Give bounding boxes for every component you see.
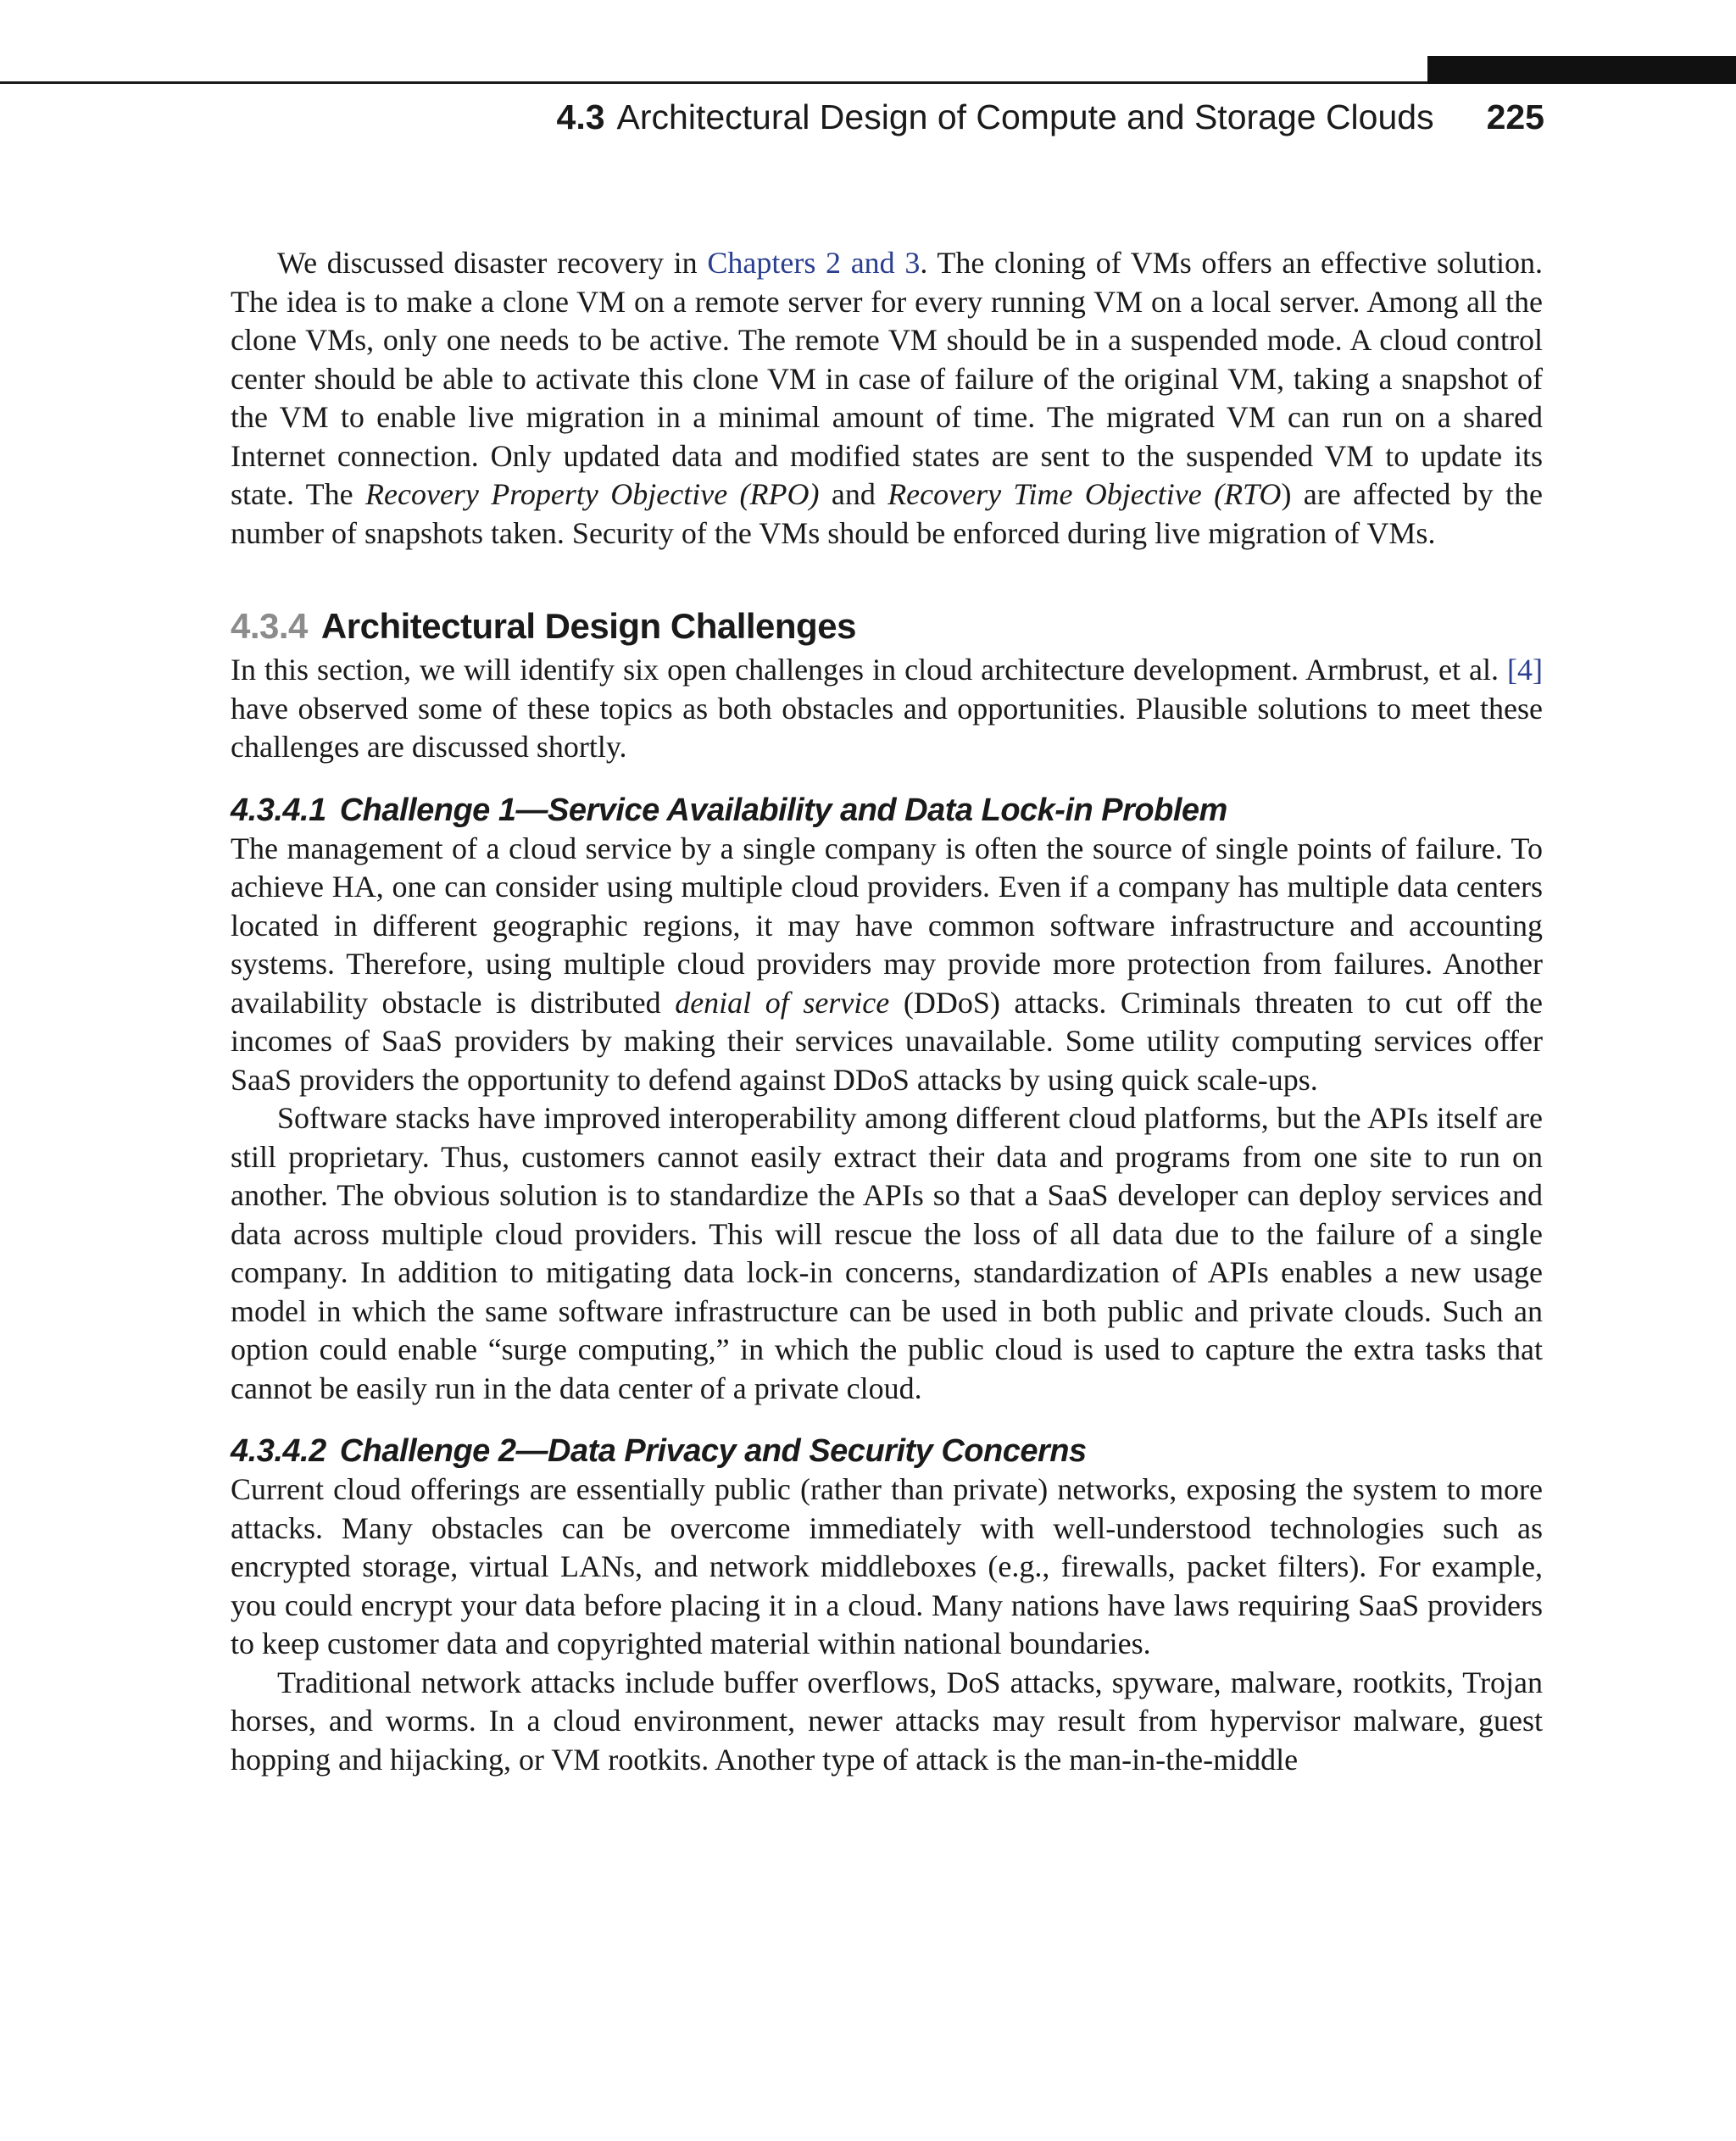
- challenge2-number: 4.3.4.2: [231, 1433, 326, 1469]
- challenge1-title: Challenge 1—Service Availability and Data Lock-in Problem: [339, 792, 1227, 828]
- running-header: [557, 92, 1544, 142]
- challenge2-paragraph-1: Current cloud offerings are essentially public (rather than private) networks, exposing the system to more attacks. Many obstacles can be overcome immediately with well-understood technologies such as encrypted storage, virtual LANs, and network middleboxes (e.g., firewalls, packet filters). For example, you could encrypt your data before placing it in a cloud. Many nations have laws requiring SaaS providers to keep customer data and copyrighted material within national boundaries.: [231, 1472, 1543, 1660]
- challenge2-paragraph-2: Traditional network attacks include buffer overflows, DoS attacks, spyware, malware, rootkits, Trojan horses, and worms. In a cloud environment, newer attacks may result from hypervisor malware, guest hopping and hijacking, or VM rootkits. Another type of attack is the man-in-the-middle: [231, 1665, 1543, 1777]
- reference-link[interactable]: [4]: [1507, 653, 1543, 687]
- section-paragraph: [231, 651, 1543, 767]
- dos-term: denial of service: [675, 985, 890, 1020]
- challenge1-paragraph-2: Software stacks have improved interoperability among different cloud platforms, but the APIs itself are still proprietary. Thus, customers cannot easily extract their data and programs from one site to run on another. The obvious solution is to standardize the APIs so that a SaaS developer can deploy services and data across multiple cloud providers. This will rescue the loss of all data due to the failure of a single company. In addition to mitigating data lock-in concerns, standardization of APIs enables a new usage model in which the same software infrastructure can be used in both public and private clouds. Such an option could enable “surge computing,” in which the public cloud is used to capture the extra tasks that cannot be easily run in the data center of a private cloud.: [231, 1101, 1543, 1405]
- header-section-number: 4.3: [556, 97, 605, 136]
- text-run: . The cloning of VMs offers an effective solution. The idea is to make a clone VM on a remote server for every running VM on a local server. Among all the clone VMs, only one needs to be active. The remote VM should be in a suspended mode. A cloud control center should be able to activate this clone VM in case of failure of the original VM, taking a snapshot of the VM to enable live migration in a minimal amount of time. The migrated VM can run on a shared Internet connection. Only updated data and modified states are sent to the suspended VM to update its state. The: [231, 246, 1544, 511]
- section-heading: [231, 605, 1543, 648]
- page-edge-tab: [1427, 56, 1736, 84]
- challenge1-number: 4.3.4.1: [231, 792, 326, 828]
- text-run: have observed some of these topics as both obstacles and opportunities. Plausible solutions to meet these challenges are discussed shortly.: [231, 691, 1543, 764]
- challenge1-heading: [231, 791, 1543, 830]
- header-section-title: Architectural Design of Compute and Storage Clouds: [616, 97, 1434, 136]
- section-title: Architectural Design Challenges: [320, 606, 856, 646]
- text-run: ) are affected by the number of snapshots taken. Security of the VMs should be enforced during live migration of VMs.: [231, 477, 1544, 550]
- section-number: 4.3.4: [231, 606, 308, 646]
- text-run: The management of a cloud service by a single company is often the source of single points of failure. To achieve HA, one can consider using multiple cloud providers. Even if a company has multiple data centers located in different geographic regions, it may have common software infrastructure and accounting systems. Therefore, using multiple cloud providers may provide more protection from failures. Another availability obstacle is distributed: [231, 831, 1543, 1020]
- intro-paragraph: [231, 244, 1543, 553]
- text-run: In this section, we will identify six open challenges in cloud architecture development. Armbrust, et al.: [231, 653, 1508, 687]
- page-number: 225: [1486, 97, 1544, 136]
- chapters-link[interactable]: Chapters 2 and 3: [707, 246, 921, 280]
- challenge2-title: Challenge 2—Data Privacy and Security Concerns: [339, 1433, 1087, 1469]
- text-run: (DDoS) attacks. Criminals threaten to cut off the incomes of SaaS providers by making their services unavailable. Some utility computing services offer SaaS providers the opportunity to defend against DDoS attacks by using quick scale-ups.: [231, 985, 1544, 1097]
- page-body: [231, 244, 1543, 1779]
- text-run: and: [819, 477, 888, 511]
- challenge1-paragraph-1: [231, 830, 1543, 1100]
- text-run: We discussed disaster recovery in: [277, 246, 708, 280]
- rpo-term: Recovery Property Objective (RPO): [365, 477, 820, 511]
- rto-term: Recovery Time Objective (RTO: [887, 477, 1282, 511]
- challenge2-heading: [231, 1432, 1543, 1471]
